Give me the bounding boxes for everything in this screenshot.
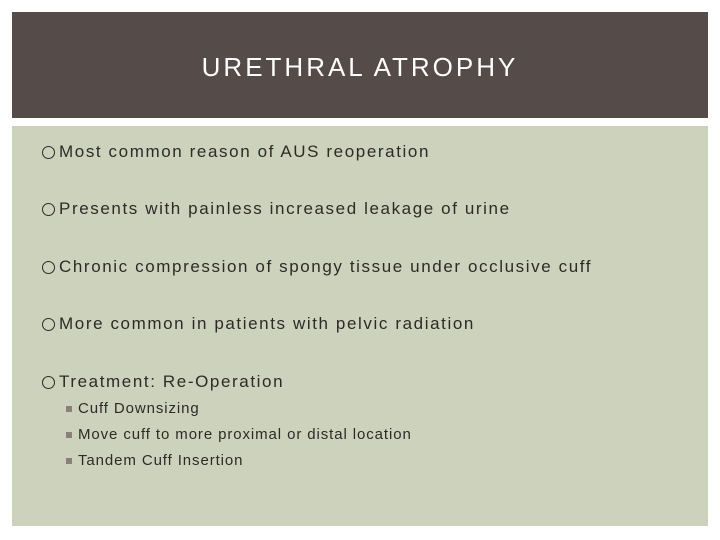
- bullet-item: [42, 257, 592, 277]
- circle-bullet-icon: [42, 318, 55, 331]
- circle-bullet-icon: [42, 376, 55, 389]
- bullet-text: Chronic compression of spongy tissue under occlusive cuff: [59, 257, 593, 276]
- sub-bullet-item: [66, 448, 412, 474]
- sub-bullet-text: Tandem Cuff Insertion: [78, 452, 244, 469]
- circle-bullet-icon: [42, 203, 55, 216]
- bullet-text: Treatment: Re-Operation: [59, 372, 285, 391]
- square-bullet-icon: [66, 432, 72, 438]
- bullet-item: [42, 142, 430, 162]
- slide-body: [12, 126, 708, 526]
- sub-bullet-list: [66, 396, 412, 474]
- square-bullet-icon: [66, 458, 72, 464]
- sub-bullet-text: Cuff Downsizing: [78, 400, 200, 417]
- circle-bullet-icon: [42, 261, 55, 274]
- bullet-text: Presents with painless increased leakage of urine: [59, 199, 511, 218]
- sub-bullet-item: [66, 422, 412, 448]
- bullet-text: More common in patients with pelvic radiation: [59, 314, 475, 333]
- bullet-item: [42, 372, 284, 392]
- bullet-text: Most common reason of AUS reoperation: [59, 142, 431, 161]
- slide-header: [12, 12, 708, 118]
- circle-bullet-icon: [42, 146, 55, 159]
- bullet-item: [42, 314, 475, 334]
- bullet-item: [42, 199, 511, 219]
- sub-bullet-text: Move cuff to more proximal or distal location: [78, 426, 412, 443]
- square-bullet-icon: [66, 406, 72, 412]
- sub-bullet-item: [66, 396, 412, 422]
- slide-title: URETHRAL ATROPHY: [201, 51, 519, 82]
